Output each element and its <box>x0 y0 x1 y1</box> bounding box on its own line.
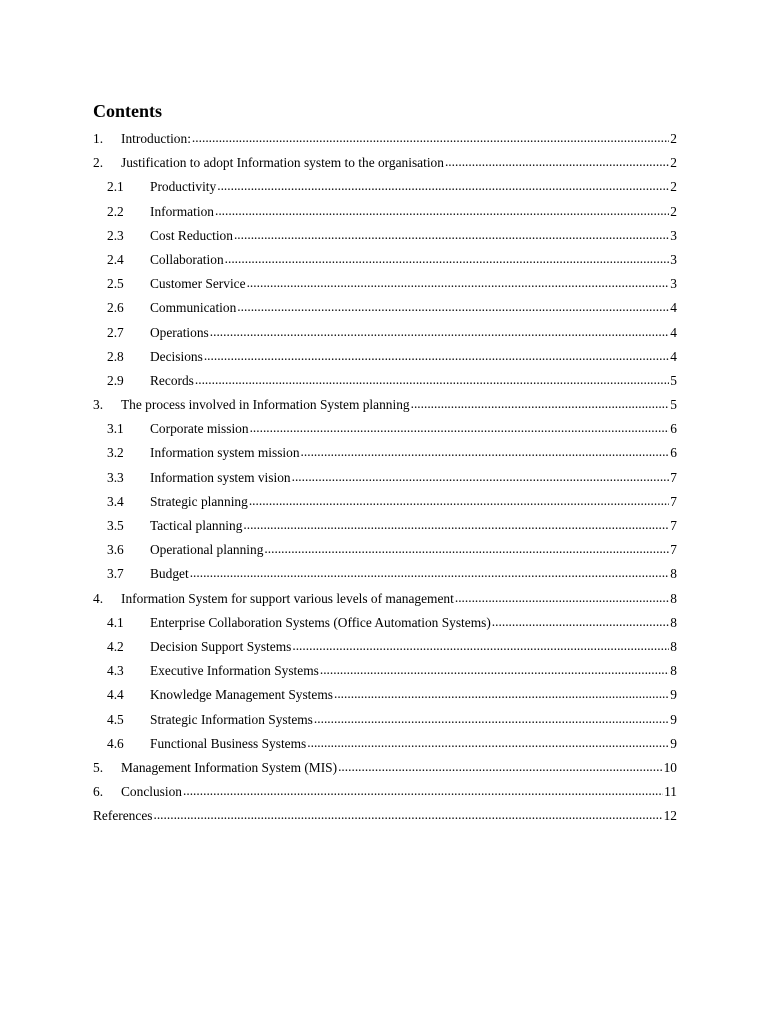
dot-leader <box>237 295 669 319</box>
toc-entry[interactable] <box>93 200 677 224</box>
toc-entry-page: 9 <box>670 687 677 703</box>
toc-entry-number: 4.5 <box>107 711 124 727</box>
toc-entry-title: Justification to adopt Information system to the organisation <box>121 155 444 171</box>
toc-entry-title: Records <box>150 372 194 388</box>
toc-entry-number: 4.4 <box>107 687 124 703</box>
toc-entry-page: 2 <box>670 179 677 195</box>
dot-leader <box>338 755 663 779</box>
toc-entry-page: 7 <box>670 469 677 485</box>
toc-entry[interactable] <box>93 611 677 635</box>
toc-entry[interactable] <box>93 151 677 175</box>
dot-leader <box>307 731 669 755</box>
toc-entry-number: 4.6 <box>107 735 124 751</box>
toc-entry-page: 12 <box>663 808 677 824</box>
toc-entry-page: 9 <box>670 711 677 727</box>
toc-entry-page: 2 <box>670 203 677 219</box>
toc-entry-number: 4. <box>93 590 104 606</box>
toc-entry-page: 3 <box>670 251 677 267</box>
toc-entry-page: 4 <box>670 348 677 364</box>
dot-leader <box>192 126 669 150</box>
toc-entry[interactable] <box>93 296 677 320</box>
toc-entry-title: Budget <box>150 566 189 582</box>
toc-entry[interactable] <box>93 466 677 490</box>
toc-heading: Contents <box>93 101 163 121</box>
dot-leader <box>243 513 669 537</box>
toc-entry-title: Collaboration <box>150 251 224 267</box>
toc-entry[interactable] <box>93 562 677 586</box>
toc-entry-page: 8 <box>670 566 677 582</box>
toc-entry[interactable] <box>93 369 677 393</box>
toc-entry-page: 8 <box>670 614 677 630</box>
toc-entry-number: 2. <box>93 155 104 171</box>
toc-entry[interactable] <box>93 587 677 611</box>
toc-entry-number: 4.1 <box>107 614 124 630</box>
toc-entry[interactable] <box>93 393 677 417</box>
toc-entry[interactable] <box>93 127 677 151</box>
toc-entry-page: 4 <box>670 324 677 340</box>
toc-entry-page: 6 <box>670 421 677 437</box>
toc-entry[interactable] <box>93 490 677 514</box>
toc-entry-title: Operations <box>150 324 209 340</box>
toc-entry-title: Productivity <box>150 179 217 195</box>
toc-entry[interactable] <box>93 659 677 683</box>
toc-entry-title: References <box>93 808 153 824</box>
toc-entry-page: 7 <box>670 493 677 509</box>
dot-leader <box>210 320 670 344</box>
dot-leader <box>247 271 670 295</box>
toc-entry[interactable] <box>93 780 677 804</box>
toc-entry-page: 2 <box>670 155 677 171</box>
dot-leader <box>314 707 669 731</box>
toc-entry-page: 5 <box>670 397 677 413</box>
dot-leader <box>492 610 670 634</box>
dot-leader <box>455 586 669 610</box>
toc-entry[interactable] <box>93 224 677 248</box>
toc-entry-title: Customer Service <box>150 276 246 292</box>
toc-entry-title: Executive Information Systems <box>150 663 319 679</box>
toc-entry-title: Corporate mission <box>150 421 249 437</box>
dot-leader <box>153 803 662 827</box>
toc-entry[interactable] <box>93 441 677 465</box>
toc-entry-number: 3. <box>93 397 104 413</box>
toc-entry-page: 4 <box>670 300 677 316</box>
toc-entry-page: 10 <box>663 759 677 775</box>
toc-entry-title: Information system vision <box>150 469 291 485</box>
toc-entry-number: 2.4 <box>107 251 124 267</box>
toc-entry-title: Knowledge Management Systems <box>150 687 333 703</box>
toc-entry-title: Information System for support various levels of management <box>121 590 454 606</box>
toc-entry[interactable] <box>93 732 677 756</box>
dot-leader <box>217 174 669 198</box>
toc-entry-page: 2 <box>670 131 677 146</box>
dot-leader <box>334 682 669 706</box>
toc-entry-page: 9 <box>670 735 677 751</box>
dot-leader <box>250 416 670 440</box>
toc-entry-number: 2.9 <box>107 372 124 388</box>
toc-entry-title: Introduction: <box>121 131 191 146</box>
dot-leader <box>292 465 670 489</box>
toc-entry-page: 7 <box>670 518 677 533</box>
toc-entry[interactable] <box>93 756 677 780</box>
toc-entry-title: Management Information System (MIS) <box>121 759 338 775</box>
dot-leader <box>183 779 663 803</box>
toc-entry-title: Decisions <box>150 348 203 364</box>
dot-leader <box>292 634 669 658</box>
toc-entry-number: 2.6 <box>107 300 124 316</box>
toc-entry-page: 3 <box>670 227 677 243</box>
toc-entry-number: 6. <box>93 784 104 800</box>
toc-entry-title: Operational planning <box>150 542 264 558</box>
dot-leader <box>225 247 670 271</box>
toc-entry-title: Decision Support Systems <box>150 638 292 654</box>
toc-entry-title: Information <box>150 203 214 219</box>
dot-leader <box>445 150 669 174</box>
toc-entry[interactable] <box>93 683 677 707</box>
toc-entry-page: 11 <box>664 784 677 800</box>
toc-entry-title: Enterprise Collaboration Systems (Office Automation Systems) <box>150 614 491 630</box>
toc-entry-page: 5 <box>670 372 677 388</box>
toc-entry[interactable] <box>93 272 677 296</box>
toc-entry[interactable] <box>93 417 677 441</box>
dot-leader <box>411 392 670 416</box>
toc-entry[interactable] <box>93 538 677 562</box>
toc-entry-page: 8 <box>670 663 677 679</box>
toc-entry-title: Tactical planning <box>150 518 243 533</box>
toc-entry-page: 8 <box>670 638 677 654</box>
toc-entry-number: 3.5 <box>107 518 124 533</box>
toc-entry-page: 7 <box>670 542 677 558</box>
toc-entry-number: 4.3 <box>107 663 124 679</box>
toc-entry-title: Cost Reduction <box>150 227 233 243</box>
toc-entry[interactable] <box>93 345 677 369</box>
toc-entry-title: Communication <box>150 300 237 316</box>
toc-entry-page: 3 <box>670 276 677 292</box>
toc-entry-number: 2.7 <box>107 324 124 340</box>
dot-leader <box>264 537 669 561</box>
toc-entry-number: 4.2 <box>107 638 124 654</box>
toc-entry-title: Information system mission <box>150 445 300 461</box>
toc-entry-title: Strategic Information Systems <box>150 711 313 727</box>
toc-entry-number: 2.8 <box>107 348 124 364</box>
toc-entry[interactable] <box>93 321 677 345</box>
toc-entry-page: 6 <box>670 445 677 461</box>
toc-entry-title: Conclusion <box>121 784 183 800</box>
dot-leader <box>320 658 669 682</box>
toc-entry-number: 3.3 <box>107 469 124 485</box>
toc-entry[interactable] <box>93 804 677 828</box>
toc-entry[interactable] <box>93 175 677 199</box>
toc-entry-number: 3.2 <box>107 445 124 461</box>
toc-entry-number: 2.3 <box>107 227 124 243</box>
toc-entry-number: 2.2 <box>107 203 124 219</box>
toc-entry[interactable] <box>93 514 677 538</box>
toc-entry-number: 2.5 <box>107 276 124 292</box>
toc-entry-title: The process involved in Information System planning <box>121 397 410 413</box>
toc-entry-number: 2.1 <box>107 179 124 195</box>
toc-entry-number: 3.4 <box>107 493 124 509</box>
toc-entry-number: 5. <box>93 759 104 775</box>
dot-leader <box>234 223 669 247</box>
toc-entry[interactable] <box>93 248 677 272</box>
toc-entry-number: 1. <box>93 131 104 146</box>
toc-entry-title: Strategic planning <box>150 493 248 509</box>
toc-entry-number: 3.6 <box>107 542 124 558</box>
dot-leader <box>215 199 669 223</box>
toc-entry-title: Functional Business Systems <box>150 735 307 751</box>
toc-entry-number: 3.7 <box>107 566 124 582</box>
toc-entry[interactable] <box>93 635 677 659</box>
dot-leader <box>301 440 670 464</box>
toc-list <box>93 127 677 828</box>
toc-entry-number: 3.1 <box>107 421 124 437</box>
dot-leader <box>204 344 669 368</box>
dot-leader <box>195 368 669 392</box>
toc-entry[interactable] <box>93 708 677 732</box>
toc-entry-page: 8 <box>670 590 677 606</box>
dot-leader <box>249 489 669 513</box>
dot-leader <box>190 561 670 585</box>
